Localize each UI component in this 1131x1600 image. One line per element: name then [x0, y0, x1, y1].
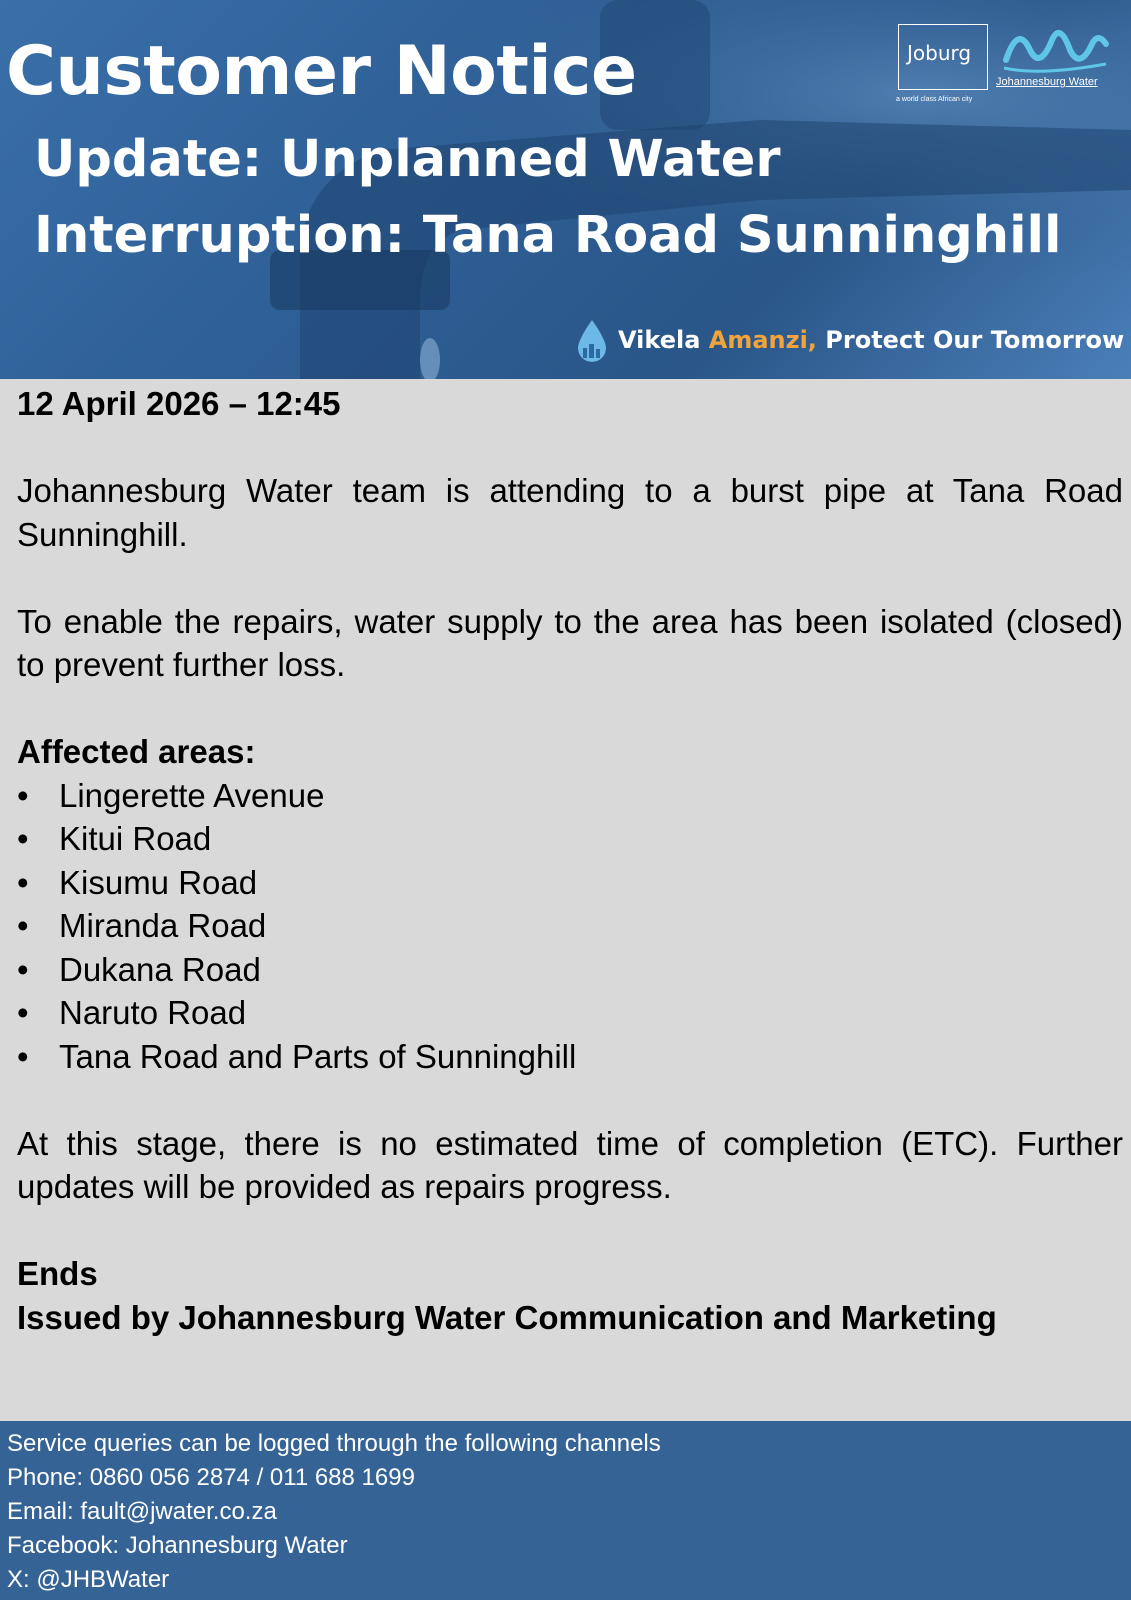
footer-phone: [7, 1461, 1131, 1495]
water-drop-icon: [576, 318, 608, 362]
affected-areas-list: [17, 774, 1123, 1079]
list-item: [17, 861, 1123, 905]
list-item: [17, 817, 1123, 861]
area-name: Lingerette Avenue: [59, 776, 325, 814]
joburg-logo-word: Joburg: [907, 41, 972, 65]
notice-subtitle: Update: Unplanned Water Interruption: Tana Road Sunninghill: [34, 130, 1062, 265]
list-item: [17, 991, 1123, 1035]
bullet: •: [17, 820, 29, 857]
area-name: Dukana Road: [59, 950, 261, 988]
joburg-logo: [898, 24, 988, 90]
area-name: Kitui Road: [59, 820, 212, 857]
footer-x: [7, 1563, 1131, 1597]
x-label: X:: [7, 1566, 37, 1593]
x-handle-link[interactable]: @JHBWater: [36, 1566, 170, 1593]
facebook-link[interactable]: Johannesburg Water: [125, 1532, 348, 1559]
notice-body: [17, 382, 1123, 1339]
spacer: [17, 687, 1123, 731]
notice-paragraph-2: To enable the repairs, water supply to the area has been isolated (closed) to prevent further loss.: [17, 602, 1123, 683]
affected-areas-heading: Affected areas:: [17, 733, 256, 770]
spacer: [17, 1209, 1123, 1253]
spacer: [17, 426, 1123, 470]
bullet: •: [17, 994, 29, 1031]
footer-intro: Service queries can be logged through the following channels: [7, 1430, 661, 1457]
spacer: [17, 556, 1123, 600]
slogan-text: [618, 326, 1124, 354]
johannesburg-water-logo-text: Johannesburg Water: [996, 76, 1098, 88]
phone-label: Phone:: [7, 1464, 90, 1491]
notice-ends: Ends: [17, 1255, 98, 1292]
bullet: •: [17, 950, 29, 988]
bullet: •: [17, 863, 29, 901]
list-item: [17, 904, 1123, 948]
spacer: [17, 1078, 1123, 1122]
johannesburg-water-logo-icon: [1000, 20, 1110, 76]
bullet: •: [17, 776, 29, 814]
bullet: •: [17, 1037, 29, 1075]
phone-number[interactable]: 0860 056 2874 / 011 688 1699: [89, 1464, 415, 1491]
issued-by: Issued by Johannesburg Water Communication and Marketing: [17, 1298, 997, 1336]
partner-logos: [896, 20, 1116, 110]
area-name: Miranda Road: [59, 907, 267, 944]
bullet: •: [17, 907, 29, 944]
list-item: [17, 774, 1123, 818]
joburg-tagline: a world class African city: [896, 96, 973, 103]
notice-title: Customer Notice: [6, 32, 637, 111]
footer-email: [7, 1495, 1131, 1529]
email-link[interactable]: fault@jwater.co.za: [80, 1498, 277, 1525]
notice-datetime: 12 April 2026 – 12:45: [17, 385, 341, 422]
header-banner: [0, 0, 1131, 379]
list-item: [17, 948, 1123, 992]
notice-paragraph-1: Johannesburg Water team is attending to a burst pipe at Tana Road Sunninghill.: [17, 472, 1123, 553]
notice-paragraph-3: At this stage, there is no estimated time of completion (ETC). Further updates will be provided as repairs progress.: [17, 1124, 1123, 1205]
list-item: [17, 1035, 1123, 1079]
slogan: [576, 318, 1124, 362]
slogan-part2: Protect Our Tomorrow: [816, 326, 1125, 354]
area-name: Kisumu Road: [59, 863, 258, 901]
slogan-accent: Amanzi,: [708, 326, 817, 354]
facebook-label: Facebook:: [7, 1532, 126, 1559]
contact-footer: [0, 1421, 1131, 1600]
footer-facebook: [7, 1529, 1131, 1563]
area-name: Tana Road and Parts of Sunninghill: [59, 1037, 577, 1075]
area-name: Naruto Road: [59, 994, 247, 1031]
slogan-part1: Vikela: [618, 326, 709, 354]
email-label: Email:: [7, 1498, 81, 1525]
